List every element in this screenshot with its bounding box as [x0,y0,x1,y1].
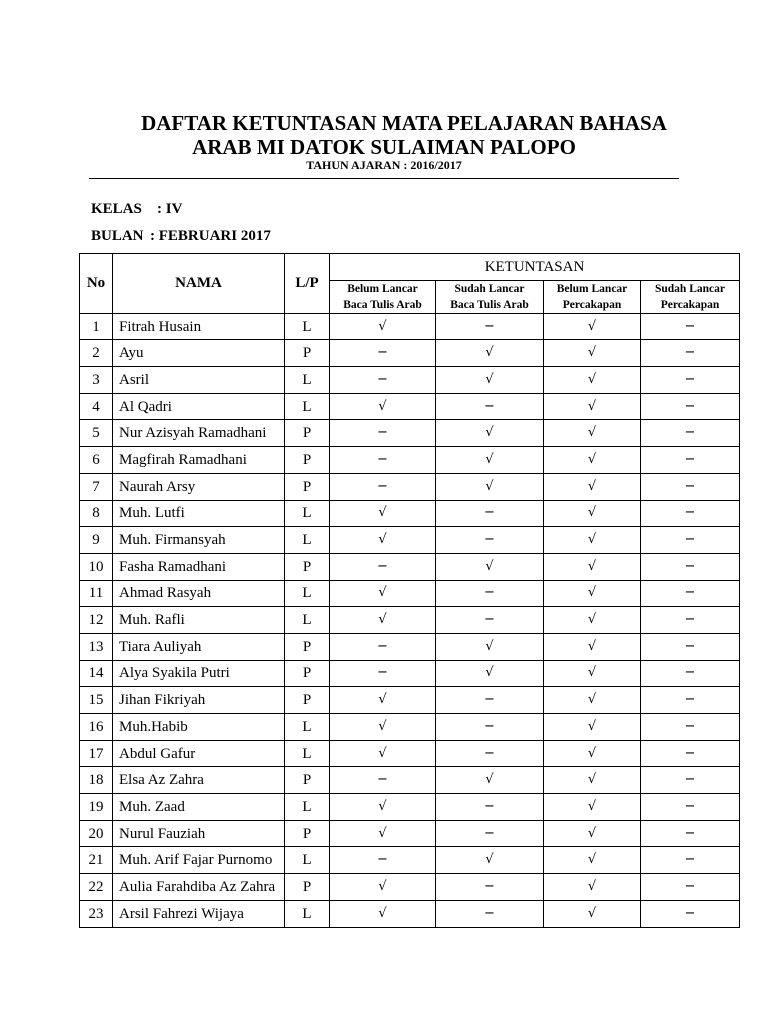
table-row [80,313,740,340]
sudah-lancar-baca-tulis-mark: − [436,874,544,901]
student-gender: P [285,687,330,714]
belum-lancar-baca-tulis-mark: − [330,420,436,447]
belum-lancar-percakapan-mark: √ [544,420,641,447]
belum-lancar-baca-tulis-mark: √ [330,874,436,901]
row-number: 2 [80,340,113,367]
table-row [80,580,740,607]
belum-lancar-baca-tulis-mark: √ [330,900,436,927]
student-name: Muh. Lutfi [113,500,285,527]
table-row [80,847,740,874]
belum-lancar-percakapan-mark: √ [544,767,641,794]
sudah-lancar-baca-tulis-mark: √ [436,633,544,660]
table-row [80,900,740,927]
header-no: No [80,254,113,314]
row-number: 14 [80,660,113,687]
belum-lancar-percakapan-mark: √ [544,340,641,367]
table-row [80,553,740,580]
sudah-lancar-baca-tulis-mark: − [436,500,544,527]
sudah-lancar-percakapan-mark: − [641,794,740,821]
student-name: Asril [113,367,285,394]
student-gender: P [285,447,330,474]
student-name: Naurah Arsy [113,473,285,500]
table-row [80,367,740,394]
student-name: Abdul Gafur [113,740,285,767]
student-gender: L [285,607,330,634]
table-row [80,767,740,794]
belum-lancar-baca-tulis-mark: − [330,660,436,687]
sudah-lancar-percakapan-mark: − [641,633,740,660]
sudah-lancar-baca-tulis-mark: √ [436,447,544,474]
class-value: : IV [157,201,183,217]
row-number: 15 [80,687,113,714]
month-value: : FEBRUARI 2017 [150,228,271,244]
belum-lancar-percakapan-mark: √ [544,740,641,767]
sudah-lancar-percakapan-mark: − [641,687,740,714]
sudah-lancar-percakapan-mark: − [641,607,740,634]
student-gender: L [285,527,330,554]
table-body [80,313,740,927]
row-number: 11 [80,580,113,607]
header-divider [89,178,679,179]
sudah-lancar-baca-tulis-mark: − [436,714,544,741]
student-gender: L [285,794,330,821]
student-gender: P [285,767,330,794]
row-number: 16 [80,714,113,741]
student-name: Muh. Arif Fajar Purnomo [113,847,285,874]
student-gender: L [285,580,330,607]
student-name: Nur Azisyah Ramadhani [113,420,285,447]
student-gender: L [285,367,330,394]
sudah-lancar-baca-tulis-mark: √ [436,340,544,367]
sudah-lancar-percakapan-mark: − [641,847,740,874]
belum-lancar-percakapan-mark: √ [544,660,641,687]
table-row [80,660,740,687]
table-row [80,740,740,767]
sudah-lancar-baca-tulis-mark: − [436,900,544,927]
belum-lancar-percakapan-mark: √ [544,607,641,634]
class-info [91,200,182,218]
sudah-lancar-percakapan-mark: − [641,500,740,527]
student-gender: L [285,313,330,340]
sudah-lancar-percakapan-mark: − [641,367,740,394]
sudah-lancar-baca-tulis-mark: − [436,527,544,554]
table-row [80,447,740,474]
subheader-belum-lancar-percakapan: Belum Lancar Percakapan [544,280,641,313]
table-row [80,794,740,821]
belum-lancar-percakapan-mark: √ [544,687,641,714]
student-gender: L [285,900,330,927]
sudah-lancar-baca-tulis-mark: − [436,607,544,634]
student-name: Magfirah Ramadhani [113,447,285,474]
sudah-lancar-percakapan-mark: − [641,553,740,580]
header-nama: NAMA [113,254,285,314]
sudah-lancar-percakapan-mark: − [641,767,740,794]
belum-lancar-baca-tulis-mark: − [330,767,436,794]
subheader-belum-lancar-baca-tulis: Belum Lancar Baca Tulis Arab [330,280,436,313]
student-gender: L [285,740,330,767]
sudah-lancar-baca-tulis-mark: √ [436,367,544,394]
student-name: Elsa Az Zahra [113,767,285,794]
row-number: 22 [80,874,113,901]
student-name: Muh. Rafli [113,607,285,634]
sudah-lancar-percakapan-mark: − [641,874,740,901]
belum-lancar-percakapan-mark: √ [544,580,641,607]
student-gender: P [285,420,330,447]
belum-lancar-baca-tulis-mark: − [330,633,436,660]
row-number: 3 [80,367,113,394]
table-row [80,340,740,367]
student-gender: P [285,820,330,847]
belum-lancar-baca-tulis-mark: √ [330,687,436,714]
student-name: Alya Syakila Putri [113,660,285,687]
sudah-lancar-percakapan-mark: − [641,660,740,687]
row-number: 21 [80,847,113,874]
belum-lancar-percakapan-mark: √ [544,367,641,394]
sudah-lancar-baca-tulis-mark: √ [436,420,544,447]
table-row [80,527,740,554]
row-number: 5 [80,420,113,447]
sudah-lancar-baca-tulis-mark: √ [436,553,544,580]
belum-lancar-percakapan-mark: √ [544,527,641,554]
table-row [80,393,740,420]
belum-lancar-percakapan-mark: √ [544,874,641,901]
student-gender: P [285,660,330,687]
table-row [80,874,740,901]
belum-lancar-percakapan-mark: √ [544,500,641,527]
belum-lancar-percakapan-mark: √ [544,794,641,821]
student-gender: L [285,847,330,874]
belum-lancar-baca-tulis-mark: √ [330,794,436,821]
sudah-lancar-percakapan-mark: − [641,714,740,741]
row-number: 23 [80,900,113,927]
sudah-lancar-percakapan-mark: − [641,900,740,927]
sudah-lancar-baca-tulis-mark: √ [436,660,544,687]
student-name: Ahmad Rasyah [113,580,285,607]
sudah-lancar-baca-tulis-mark: √ [436,473,544,500]
student-name: Al Qadri [113,393,285,420]
header-lp: L/P [285,254,330,314]
belum-lancar-baca-tulis-mark: √ [330,500,436,527]
table-row [80,714,740,741]
row-number: 7 [80,473,113,500]
table-row [80,687,740,714]
student-gender: P [285,633,330,660]
completion-table [79,253,740,928]
student-name: Jihan Fikriyah [113,687,285,714]
belum-lancar-percakapan-mark: √ [544,553,641,580]
table-row [80,473,740,500]
row-number: 8 [80,500,113,527]
table-row [80,420,740,447]
belum-lancar-baca-tulis-mark: √ [330,527,436,554]
belum-lancar-percakapan-mark: √ [544,847,641,874]
sudah-lancar-baca-tulis-mark: − [436,313,544,340]
student-name: Tiara Auliyah [113,633,285,660]
class-label: KELAS [91,201,142,217]
student-name: Nurul Fauziah [113,820,285,847]
sudah-lancar-percakapan-mark: − [641,740,740,767]
belum-lancar-percakapan-mark: √ [544,393,641,420]
row-number: 13 [80,633,113,660]
student-name: Muh. Firmansyah [113,527,285,554]
student-name: Muh.Habib [113,714,285,741]
student-gender: L [285,500,330,527]
belum-lancar-baca-tulis-mark: √ [330,607,436,634]
belum-lancar-baca-tulis-mark: − [330,340,436,367]
month-info [91,227,271,245]
table-row [80,820,740,847]
belum-lancar-percakapan-mark: √ [544,820,641,847]
belum-lancar-baca-tulis-mark: √ [330,740,436,767]
student-name: Aulia Farahdiba Az Zahra [113,874,285,901]
belum-lancar-baca-tulis-mark: √ [330,820,436,847]
row-number: 1 [80,313,113,340]
academic-year-subtitle: TAHUN AJARAN : 2016/2017 [306,158,462,172]
table-row [80,500,740,527]
belum-lancar-percakapan-mark: √ [544,633,641,660]
sudah-lancar-baca-tulis-mark: − [436,740,544,767]
row-number: 17 [80,740,113,767]
belum-lancar-baca-tulis-mark: √ [330,393,436,420]
belum-lancar-baca-tulis-mark: √ [330,714,436,741]
student-name: Muh. Zaad [113,794,285,821]
month-label: BULAN [91,228,144,244]
sudah-lancar-percakapan-mark: − [641,420,740,447]
sudah-lancar-baca-tulis-mark: − [436,687,544,714]
subheader-sudah-lancar-percakapan: Sudah Lancar Percakapan [641,280,740,313]
student-name: Fasha Ramadhani [113,553,285,580]
sudah-lancar-percakapan-mark: − [641,313,740,340]
sudah-lancar-percakapan-mark: − [641,820,740,847]
row-number: 12 [80,607,113,634]
sudah-lancar-percakapan-mark: − [641,340,740,367]
row-number: 18 [80,767,113,794]
belum-lancar-percakapan-mark: √ [544,473,641,500]
header-ketuntasan: KETUNTASAN [330,254,740,281]
belum-lancar-baca-tulis-mark: − [330,367,436,394]
student-name: Ayu [113,340,285,367]
sudah-lancar-percakapan-mark: − [641,447,740,474]
row-number: 9 [80,527,113,554]
row-number: 20 [80,820,113,847]
sudah-lancar-percakapan-mark: − [641,580,740,607]
document-title-line-1: DAFTAR KETUNTASAN MATA PELAJARAN BAHASA [141,111,667,135]
sudah-lancar-baca-tulis-mark: − [436,794,544,821]
student-gender: P [285,340,330,367]
sudah-lancar-percakapan-mark: − [641,527,740,554]
student-gender: L [285,714,330,741]
student-name: Arsil Fahrezi Wijaya [113,900,285,927]
sudah-lancar-percakapan-mark: − [641,473,740,500]
subheader-sudah-lancar-baca-tulis: Sudah Lancar Baca Tulis Arab [436,280,544,313]
sudah-lancar-baca-tulis-mark: √ [436,767,544,794]
row-number: 19 [80,794,113,821]
row-number: 6 [80,447,113,474]
belum-lancar-baca-tulis-mark: − [330,847,436,874]
sudah-lancar-baca-tulis-mark: − [436,393,544,420]
sudah-lancar-percakapan-mark: − [641,393,740,420]
belum-lancar-baca-tulis-mark: − [330,553,436,580]
belum-lancar-baca-tulis-mark: √ [330,313,436,340]
sudah-lancar-baca-tulis-mark: − [436,580,544,607]
belum-lancar-baca-tulis-mark: − [330,447,436,474]
student-gender: L [285,393,330,420]
belum-lancar-baca-tulis-mark: √ [330,580,436,607]
row-number: 4 [80,393,113,420]
student-gender: P [285,473,330,500]
belum-lancar-percakapan-mark: √ [544,714,641,741]
student-gender: P [285,553,330,580]
document-title-line-2: ARAB MI DATOK SULAIMAN PALOPO [192,135,576,159]
student-gender: P [285,874,330,901]
belum-lancar-baca-tulis-mark: − [330,473,436,500]
sudah-lancar-baca-tulis-mark: √ [436,847,544,874]
student-name: Fitrah Husain [113,313,285,340]
table-row [80,633,740,660]
sudah-lancar-baca-tulis-mark: − [436,820,544,847]
row-number: 10 [80,553,113,580]
belum-lancar-percakapan-mark: √ [544,900,641,927]
table-row [80,607,740,634]
belum-lancar-percakapan-mark: √ [544,447,641,474]
belum-lancar-percakapan-mark: √ [544,313,641,340]
